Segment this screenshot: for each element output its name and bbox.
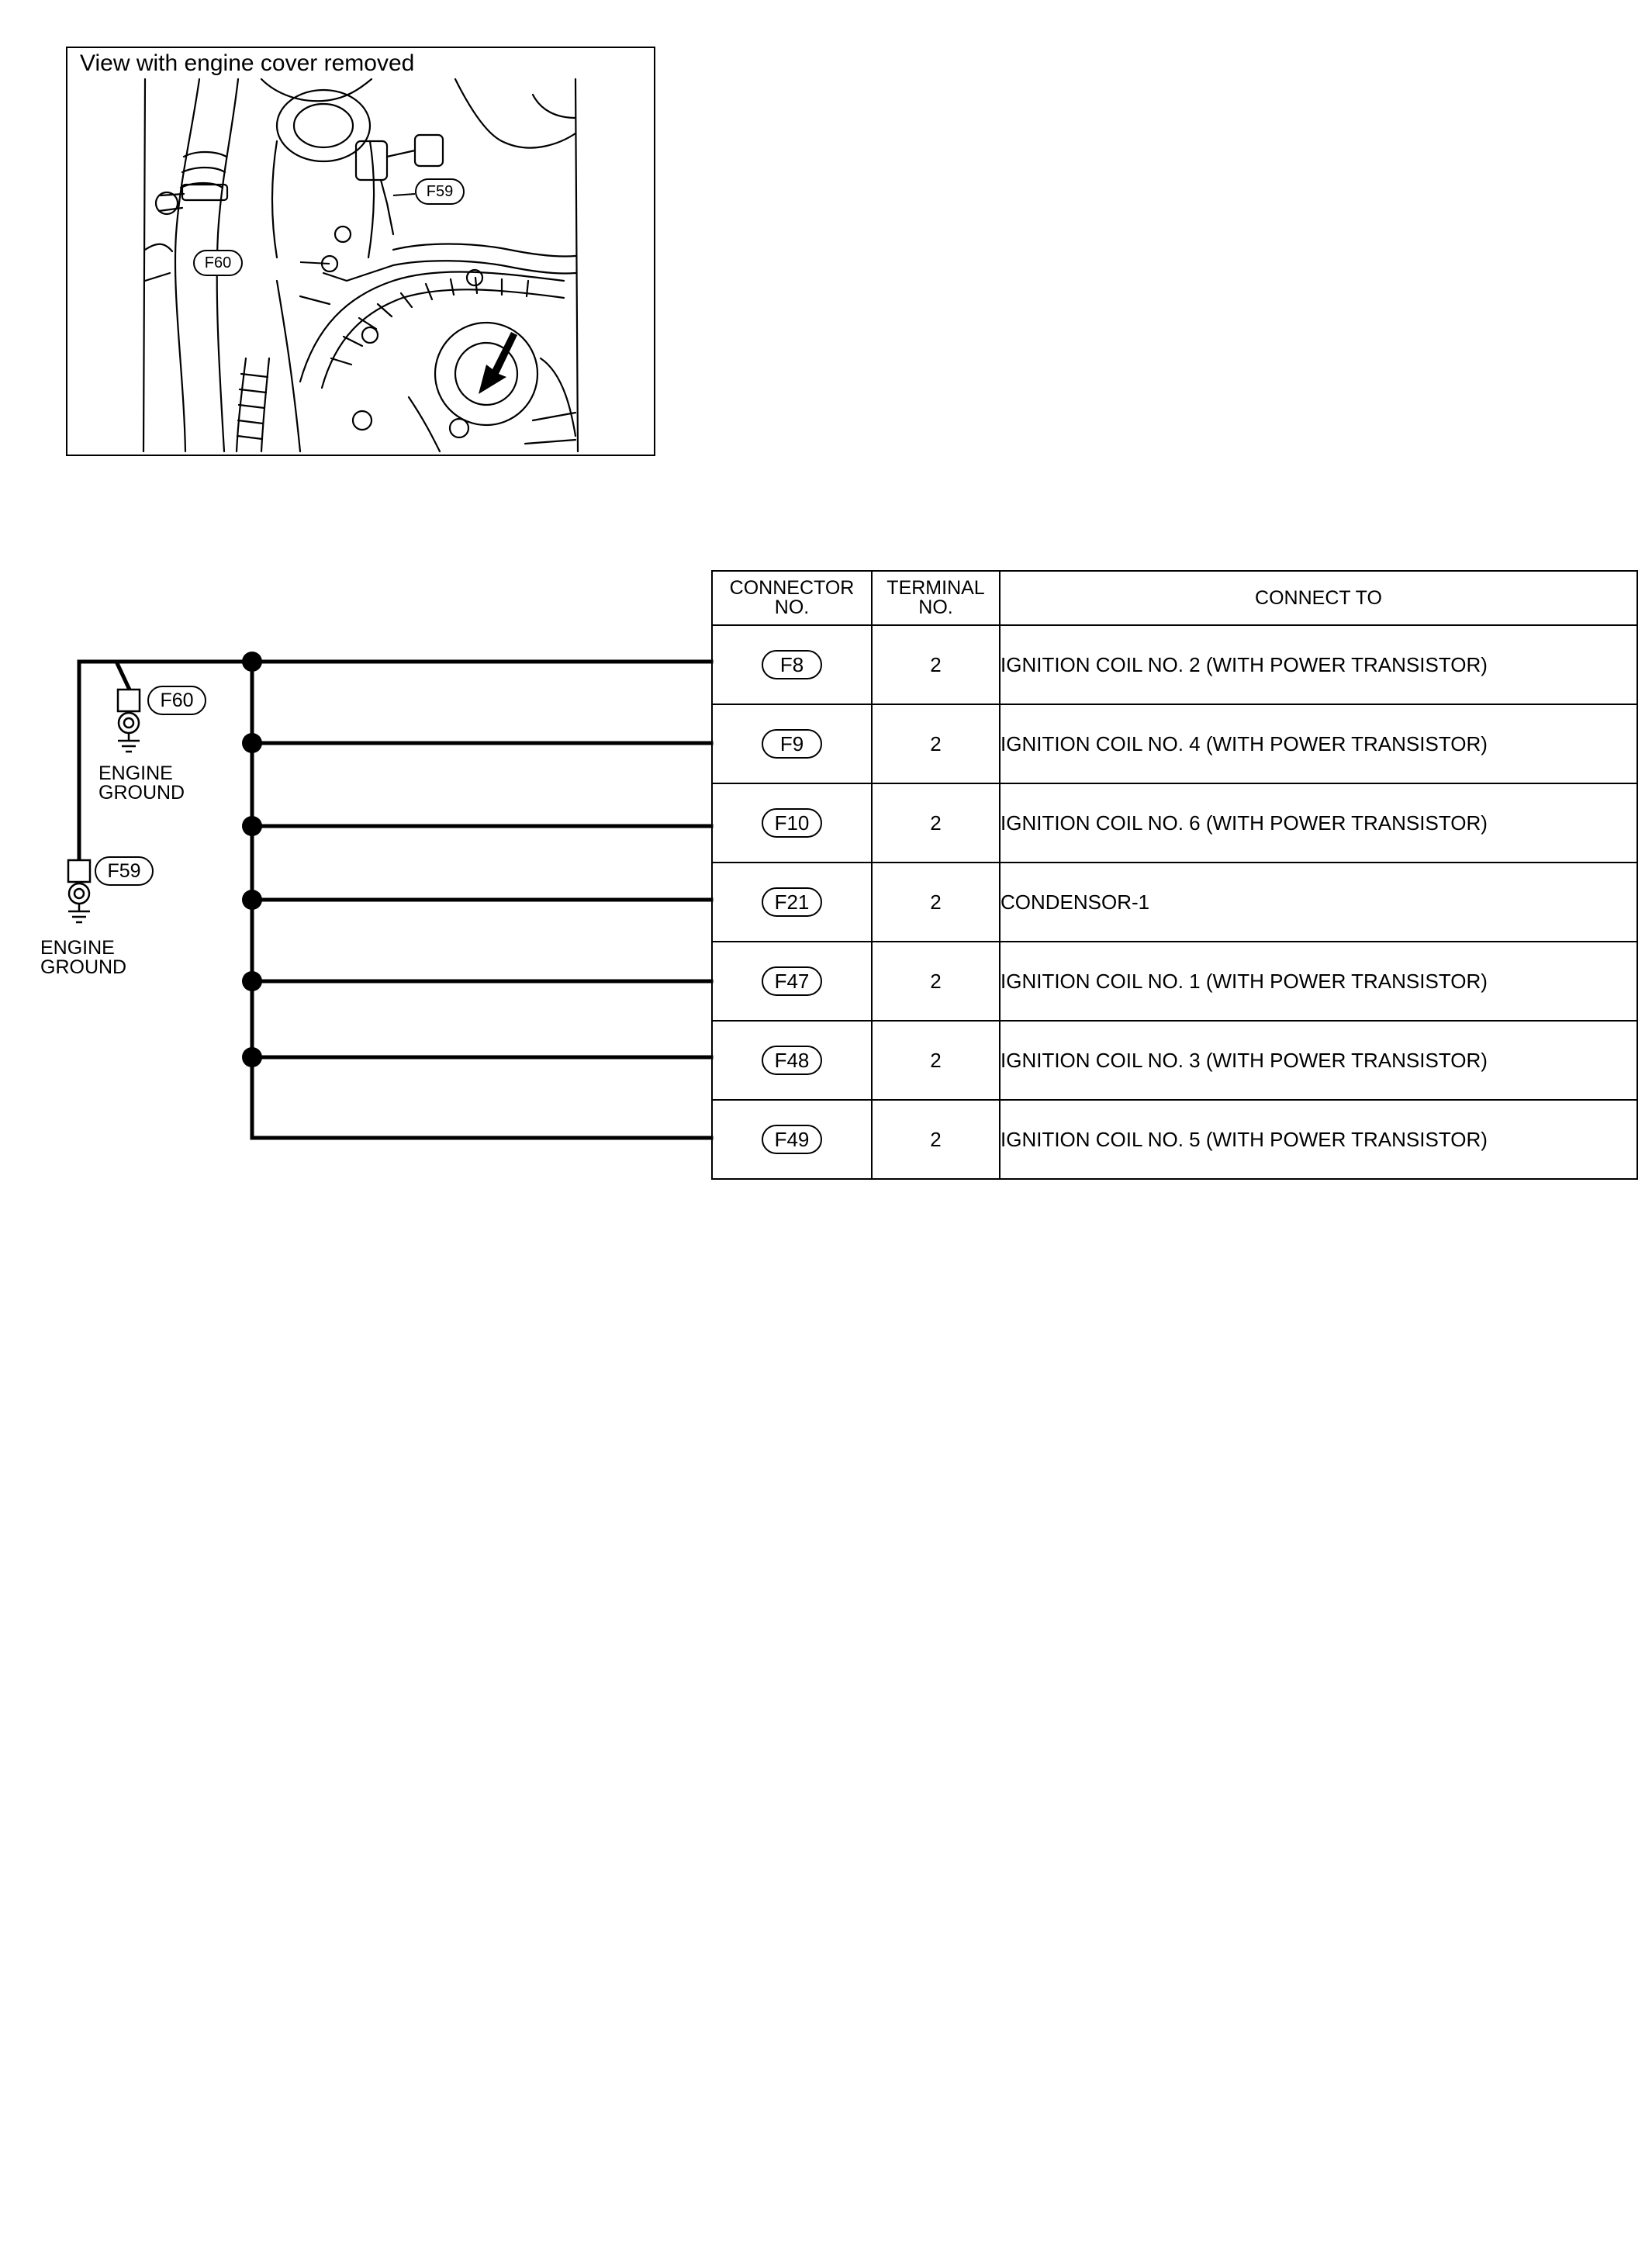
connect-to: IGNITION COIL NO. 1 (WITH POWER TRANSISTOR) xyxy=(1000,942,1637,1021)
junction-dot xyxy=(242,1047,262,1067)
connector-badge: F48 xyxy=(762,1046,822,1075)
junction-dot xyxy=(242,816,262,836)
ground-label-f60-line2: GROUND xyxy=(98,782,185,804)
ground-symbol-f60 xyxy=(118,690,140,752)
terminal-no: 2 xyxy=(872,704,1000,783)
table-row xyxy=(712,942,1637,1021)
connector-table xyxy=(711,570,1638,1180)
terminal-no: 2 xyxy=(872,1100,1000,1179)
connect-to: IGNITION COIL NO. 5 (WITH POWER TRANSISTOR) xyxy=(1000,1100,1637,1179)
table-header-row xyxy=(712,571,1637,625)
header-terminal-no: TERMINAL NO. xyxy=(872,571,1000,625)
junction-dot xyxy=(242,652,262,672)
ground-label-f60-line1: ENGINE xyxy=(98,762,173,784)
connector-badge: F49 xyxy=(762,1125,822,1154)
terminal-no: 2 xyxy=(872,783,1000,863)
connector-badge: F10 xyxy=(762,808,822,838)
wire-to-f60 xyxy=(116,662,252,688)
terminal-no: 2 xyxy=(872,942,1000,1021)
header-connector-no: CONNECTOR NO. xyxy=(712,571,872,625)
connector-badge: F47 xyxy=(762,966,822,996)
junction-dot xyxy=(242,733,262,753)
junction-dot xyxy=(242,971,262,991)
table-row xyxy=(712,863,1637,942)
connect-to: IGNITION COIL NO. 6 (WITH POWER TRANSISTOR) xyxy=(1000,783,1637,863)
table-row xyxy=(712,1021,1637,1100)
ground-connector-f59: F59 xyxy=(95,856,154,886)
callout-f59: F59 xyxy=(415,178,465,205)
table-row xyxy=(712,1100,1637,1179)
table-row xyxy=(712,704,1637,783)
callout-f60: F60 xyxy=(193,250,243,276)
connector-badge: F9 xyxy=(762,729,822,759)
ground-label-f59-line1: ENGINE xyxy=(40,937,115,959)
connect-to: IGNITION COIL NO. 3 (WITH POWER TRANSISTOR) xyxy=(1000,1021,1637,1100)
table-row xyxy=(712,783,1637,863)
connect-to: IGNITION COIL NO. 2 (WITH POWER TRANSISTOR) xyxy=(1000,625,1637,704)
connector-badge: F21 xyxy=(762,887,822,917)
ground-label-f59-line2: GROUND xyxy=(40,956,127,978)
table-row xyxy=(712,625,1637,704)
connect-to: CONDENSOR-1 xyxy=(1000,863,1637,942)
inset-caption: View with engine cover removed xyxy=(80,50,415,76)
header-connect-to: CONNECT TO xyxy=(1000,571,1637,625)
ground-connector-f60: F60 xyxy=(147,686,206,715)
terminal-no: 2 xyxy=(872,625,1000,704)
terminal-no: 2 xyxy=(872,863,1000,942)
connector-badge: F8 xyxy=(762,650,822,679)
terminal-no: 2 xyxy=(872,1021,1000,1100)
ground-symbol-f59 xyxy=(68,860,90,922)
connect-to: IGNITION COIL NO. 4 (WITH POWER TRANSISTOR) xyxy=(1000,704,1637,783)
junction-dot xyxy=(242,890,262,910)
